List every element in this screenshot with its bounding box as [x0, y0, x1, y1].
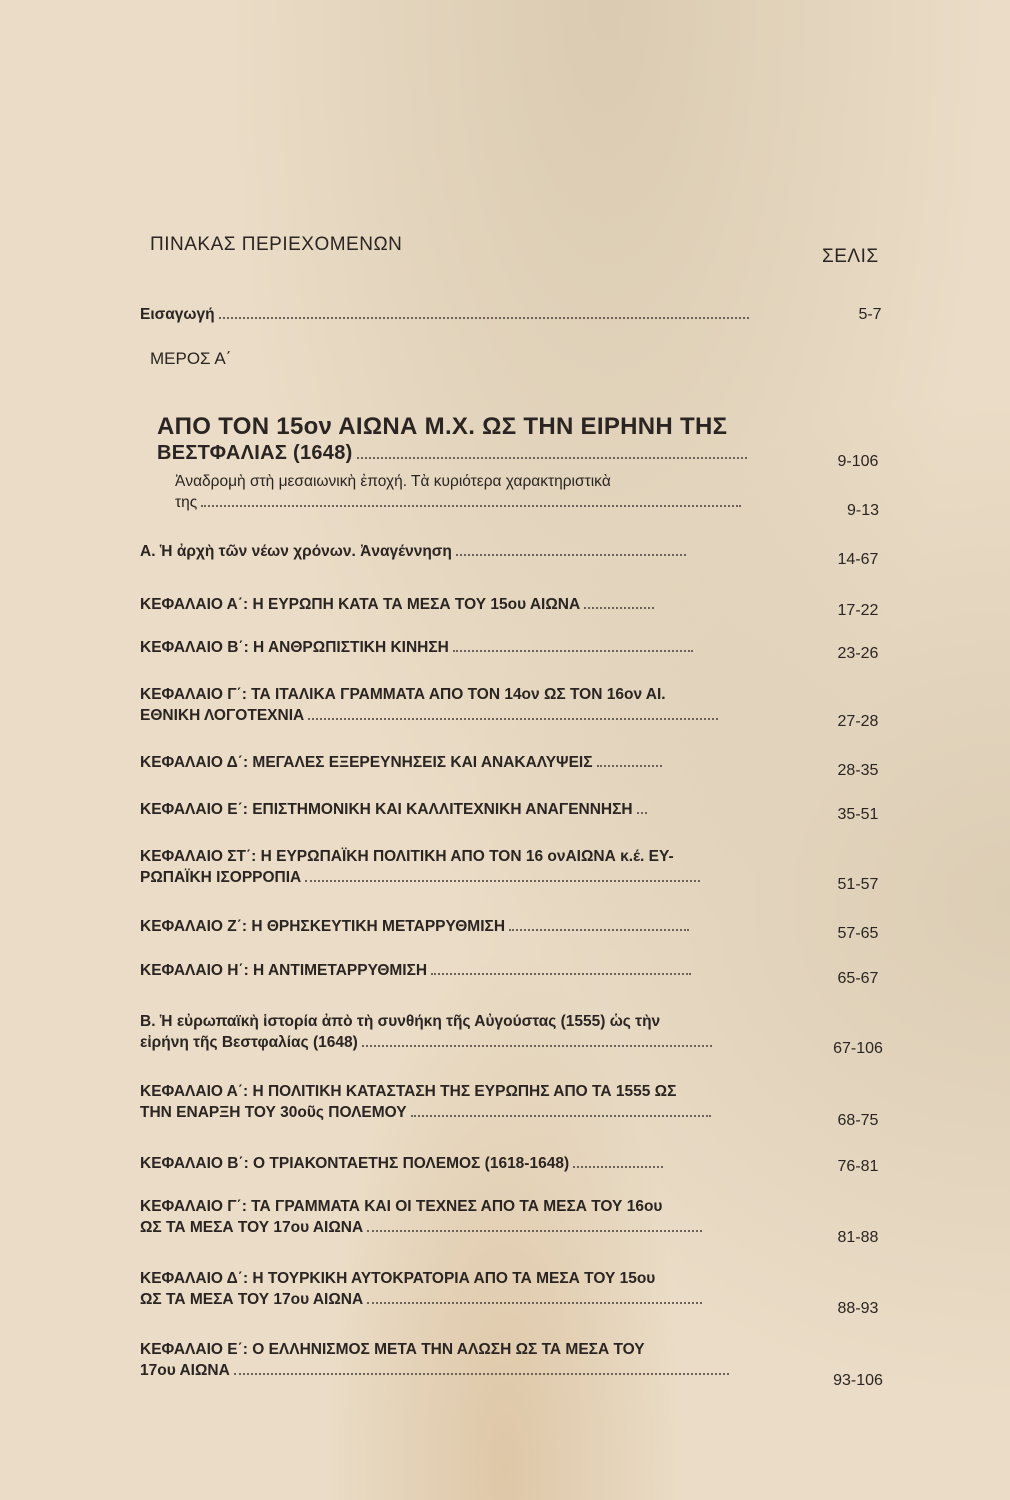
- entry-line1: ΚΕΦΑΛΑΙΟ Β΄: Ο ΤΡΙΑΚΟΝΤΑΕΤΗΣ ΠΟΛΕΜΟΣ (1618-1648): [140, 1155, 570, 1172]
- entry-pages: 67-106: [833, 1040, 883, 1057]
- dot-leader: [201, 505, 741, 507]
- toc-entry: [140, 846, 780, 888]
- dot-leader: [637, 812, 647, 814]
- entry-pages: 68-75: [837, 1112, 879, 1129]
- entry-pages: 27-28: [837, 713, 879, 730]
- entry-line1: ΚΕΦΑΛΑΙΟ Α΄: Η ΠΟΛΙΤΙΚΗ ΚΑΤΑΣΤΑΣΗ ΤΗΣ ΕΥΡΩΠΗΣ ΑΠΟ ΤΑ 1555 ΩΣ: [140, 1083, 677, 1100]
- toc-entry: [140, 1268, 780, 1310]
- main-heading-line2-wrap: [157, 439, 797, 466]
- entry-line2: ΕΘΝΙΚΗ ΛΟΓΟΤΕΧΝΙΑ: [140, 707, 305, 724]
- entry-line1-wrap: [140, 960, 780, 981]
- entry-line2-wrap: [140, 867, 780, 888]
- entry-line1: ΚΕΦΑΛΑΙΟ Ζ΄: Η ΘΡΗΣΚΕΥΤΙΚΗ ΜΕΤΑΡΡΥΘΜΙΣΗ: [140, 918, 506, 935]
- toc-entry: [140, 541, 780, 562]
- pages-column-header: ΣΕΛΙΣ: [822, 246, 879, 267]
- entry-line2: ΤΗΝ ΕΝΑΡΞΗ ΤΟΥ 30οῦς ΠΟΛΕΜΟΥ: [140, 1104, 407, 1121]
- medieval-line2-wrap: [175, 492, 785, 513]
- entry-label: Εισαγωγή: [140, 306, 215, 323]
- entry-line1: ΚΕΦΑΛΑΙΟ Η΄: Η ΑΝΤΙΜΕΤΑΡΡΥΘΜΙΣΗ: [140, 962, 428, 979]
- entry-pages: 57-65: [837, 925, 879, 942]
- entry-line2-wrap: [140, 1217, 780, 1238]
- entry-line1: ΚΕΦΑΛΑΙΟ Β΄: Η ΑΝΘΡΩΠΙΣΤΙΚΗ ΚΙΝΗΣΗ: [140, 639, 449, 656]
- entry-line1-wrap: [140, 752, 780, 773]
- toc-entry: [140, 1011, 780, 1053]
- toc-entry: [140, 1339, 780, 1381]
- entry-line1: Α. Ἡ ἀρχὴ τῶν νέων χρόνων. Ἀναγέννηση: [140, 543, 452, 560]
- entry-line2-wrap: [140, 1032, 780, 1053]
- entry-line1-wrap: [140, 799, 780, 820]
- entry-line1: Β. Ἡ εὐρωπαϊκὴ ἱστορία ἀπὸ τὴ συνθήκη τῆς Αὐγούστας (1555) ὡς τὴν: [140, 1013, 661, 1030]
- dot-leader: [305, 880, 700, 882]
- dot-leader: [456, 554, 686, 556]
- medieval-pages: 9-13: [846, 502, 880, 519]
- entry-line1: ΚΕΦΑΛΑΙΟ Γ΄: ΤΑ ΙΤΑΛΙΚΑ ΓΡΑΜΜΑΤΑ ΑΠΟ ΤΟΝ 14ον ΩΣ ΤΟΝ 16ον ΑΙ.: [140, 686, 666, 703]
- dot-leader: [411, 1115, 711, 1117]
- main-heading-pages: 9-106: [837, 453, 879, 470]
- toc-entry-intro: [140, 304, 780, 325]
- entry-pages: 23-26: [837, 645, 879, 662]
- entry-pages: 51-57: [837, 876, 879, 893]
- entry-pages: 93-106: [833, 1372, 883, 1389]
- entry-pages: 76-81: [837, 1158, 879, 1175]
- entry-line1-wrap: [140, 637, 780, 658]
- toc-entry: [140, 1153, 780, 1174]
- entry-line2: 17ου ΑΙΩΝΑ: [140, 1362, 230, 1379]
- medieval-line1: Ἀναδρομὴ στὴ μεσαιωνικὴ ἐποχή. Τὰ κυριότερα χαρακτηριστικὰ: [175, 473, 611, 490]
- main-heading-line2: ΒΕΣΤΦΑΛΙΑΣ (1648): [157, 442, 353, 464]
- entry-line2-wrap: [140, 1102, 780, 1123]
- toc-entry: [140, 916, 780, 937]
- main-heading: [157, 414, 797, 466]
- toc-entry-medieval: [175, 471, 785, 513]
- entry-line1: ΚΕΦΑΛΑΙΟ ΣΤ΄: Η ΕΥΡΩΠΑΪΚΗ ΠΟΛΙΤΙΚΗ ΑΠΟ ΤΟΝ 16 ονΑΙΩΝΑ κ.έ. ΕΥ-: [140, 848, 674, 865]
- dot-leader: [362, 1045, 712, 1047]
- dot-leader: [367, 1302, 702, 1304]
- entry-pages: 17-22: [837, 602, 879, 619]
- toc-entry: [140, 752, 780, 773]
- entry-line2-wrap: [140, 1360, 780, 1381]
- toc-entry: [140, 1081, 780, 1123]
- dot-leader: [509, 929, 689, 931]
- entry-line2: ΩΣ ΤΑ ΜΕΣΑ ΤΟΥ 17ου ΑΙΩΝΑ: [140, 1219, 364, 1236]
- entry-pages: 88-93: [837, 1300, 879, 1317]
- toc-entry: [140, 960, 780, 981]
- toc-entry: [140, 1196, 780, 1238]
- entry-line2: ΩΣ ΤΑ ΜΕΣΑ ΤΟΥ 17ου ΑΙΩΝΑ: [140, 1291, 364, 1308]
- entry-line1: ΚΕΦΑΛΑΙΟ Δ΄: ΜΕΓΑΛΕΣ ΕΞΕΡΕΥΝΗΣΕΙΣ ΚΑΙ ΑΝΑΚΑΛΥΨΕΙΣ: [140, 754, 593, 771]
- entry-line1-wrap: [140, 1153, 780, 1174]
- dot-leader: [234, 1373, 729, 1375]
- toc-entry: [140, 684, 780, 726]
- entry-line2-wrap: [140, 705, 780, 726]
- dot-leader: [431, 973, 691, 975]
- dot-leader: [573, 1166, 663, 1168]
- part-heading: ΜΕΡΟΣ Α΄: [150, 349, 232, 368]
- dot-leader: [584, 607, 654, 609]
- main-heading-line1: ΑΠΟ ΤΟΝ 15ον ΑΙΩΝΑ Μ.Χ. ΩΣ ΤΗΝ ΕΙΡΗΝΗ ΤΗΣ: [157, 413, 728, 440]
- toc-entry: [140, 637, 780, 658]
- dot-leader: [357, 457, 747, 459]
- entry-line2: ΡΩΠΑΪΚΗ ΙΣΟΡΡΟΠΙΑ: [140, 869, 302, 886]
- entry-pages: 28-35: [837, 762, 879, 779]
- entry-line1: ΚΕΦΑΛΑΙΟ Α΄: Η ΕΥΡΩΠΗ ΚΑΤΑ ΤΑ ΜΕΣΑ ΤΟΥ 15ου ΑΙΩΝΑ: [140, 596, 581, 613]
- medieval-line2: της: [175, 494, 198, 511]
- entry-line1: ΚΕΦΑΛΑΙΟ Ε΄: Ο ΕΛΛΗΝΙΣΜΟΣ ΜΕΤΑ ΤΗΝ ΑΛΩΣΗ ΩΣ ΤΑ ΜΕΣΑ ΤΟΥ: [140, 1341, 645, 1358]
- entry-line2-wrap: [140, 1289, 780, 1310]
- entry-pages: 81-88: [837, 1229, 879, 1246]
- entry-pages: 35-51: [837, 806, 879, 823]
- entry-pages: 14-67: [837, 551, 879, 568]
- entry-line1-wrap: [140, 541, 780, 562]
- dot-leader: [597, 765, 662, 767]
- entry-pages: 5-7: [858, 306, 882, 323]
- dot-leader: [219, 317, 749, 319]
- entry-line1: ΚΕΦΑΛΑΙΟ Γ΄: ΤΑ ΓΡΑΜΜΑΤΑ ΚΑΙ ΟΙ ΤΕΧΝΕΣ ΑΠΟ ΤΑ ΜΕΣΑ ΤΟΥ 16ου: [140, 1198, 663, 1215]
- toc-entry: [140, 594, 780, 615]
- entry-line2: εἰρήνη τῆς Βεστφαλίας (1648): [140, 1034, 358, 1051]
- dot-leader: [453, 650, 693, 652]
- entry-line1: ΚΕΦΑΛΑΙΟ Δ΄: Η ΤΟΥΡΚΙΚΗ ΑΥΤΟΚΡΑΤΟΡΙΑ ΑΠΟ ΤΑ ΜΕΣΑ ΤΟΥ 15ου: [140, 1270, 656, 1287]
- toc-entry: [140, 799, 780, 820]
- dot-leader: [308, 718, 718, 720]
- entry-line1: ΚΕΦΑΛΑΙΟ Ε΄: ΕΠΙΣΤΗΜΟΝΙΚΗ ΚΑΙ ΚΑΛΛΙΤΕΧΝΙΚΗ ΑΝΑΓΕΝΝΗΣΗ: [140, 801, 633, 818]
- entry-line1-wrap: [140, 594, 780, 615]
- entry-pages: 65-67: [837, 970, 879, 987]
- entry-line1-wrap: [140, 916, 780, 937]
- toc-title: ΠΙΝΑΚΑΣ ΠΕΡΙΕΧΟΜΕΝΩΝ: [150, 234, 403, 255]
- dot-leader: [367, 1230, 702, 1232]
